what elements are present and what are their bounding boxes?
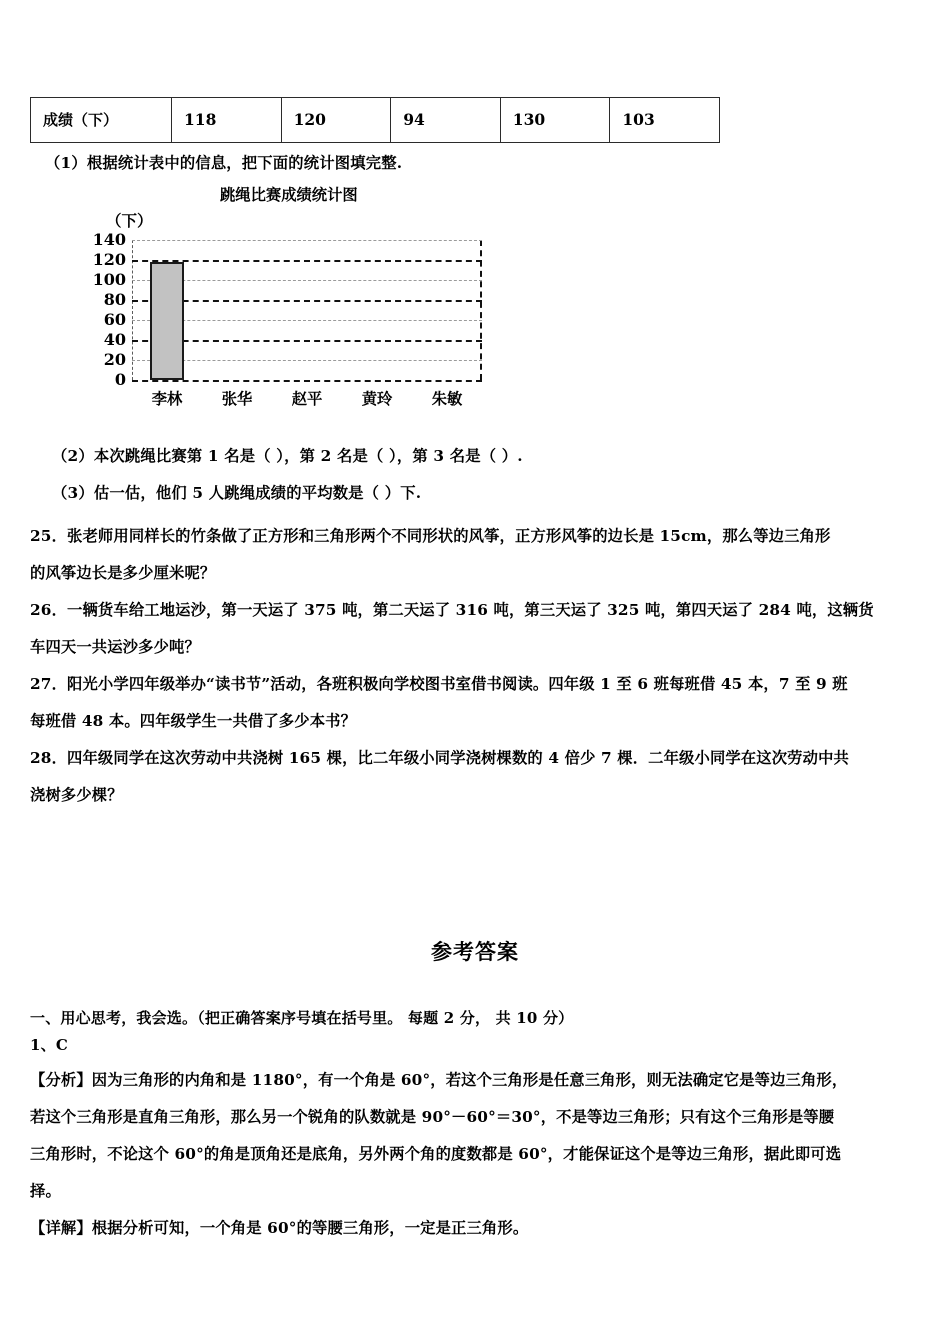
answer-detail — [30, 1210, 930, 1247]
answer-detail-line-1: 【详解】根据分析可知，一个角是 60°的等腰三角形，一定是正三角形。 — [30, 1219, 529, 1237]
answers-section-one-title: 一、用心思考，我会选。（把正确答案序号填在括号里。 每题 2 分， 共 10 分） — [30, 1009, 574, 1027]
jump-rope-bar-chart — [60, 183, 580, 423]
table-cell-score-4: 130 — [500, 98, 610, 143]
score-table — [30, 97, 720, 143]
table-row-header: 成绩（下） — [31, 98, 172, 143]
chart-gridline-0 — [132, 380, 482, 382]
chart-x-label-1: 张华 — [221, 390, 253, 408]
chart-gridline-60 — [132, 320, 482, 321]
question-27 — [30, 666, 930, 740]
chart-gridline-20 — [132, 360, 482, 361]
question-25-line-2: 的风筝边长是多少厘米呢？ — [30, 564, 216, 582]
answers-heading: 参考答案 — [431, 939, 519, 964]
answer-item-1: 1、C — [30, 1036, 68, 1054]
chart-y-tick-120: 120 — [92, 250, 126, 270]
chart-title: 跳绳比赛成绩统计图 — [220, 186, 358, 204]
chart-plot-area — [92, 230, 482, 408]
question-25 — [30, 518, 930, 592]
chart-y-tick-100: 100 — [92, 270, 126, 290]
table-cell-score-1: 118 — [172, 98, 282, 143]
chart-x-label-0: 李林 — [151, 390, 183, 408]
answer-analysis-line-3: 三角形时，不论这个 60°的角是顶角还是底角，另外两个角的度数都是 60°，才能保证这个是等边三角形，据此即可选 — [30, 1145, 842, 1163]
table-row — [31, 98, 720, 143]
question-24-part-1: （1）根据统计表中的信息，把下面的统计图填完整. — [45, 154, 403, 172]
chart-gridline-120 — [132, 260, 482, 262]
chart-gridline-40 — [132, 340, 482, 342]
chart-x-label-4: 朱敏 — [431, 390, 463, 408]
question-26 — [30, 592, 930, 666]
question-28 — [30, 740, 930, 814]
question-26-line-2: 车四天一共运沙多少吨？ — [30, 638, 200, 656]
table-cell-score-3: 94 — [391, 98, 501, 143]
table-cell-score-5: 103 — [610, 98, 720, 143]
chart-y-tick-20: 20 — [103, 350, 126, 370]
chart-gridline-140 — [132, 240, 482, 241]
answer-analysis — [30, 1062, 930, 1210]
answer-analysis-line-1: 【分析】因为三角形的内角和是 1180°，有一个角是 60°，若这个三角形是任意三角形，则无法确定它是等边三角形， — [30, 1071, 848, 1089]
chart-y-tick-60: 60 — [103, 310, 126, 330]
chart-y-tick-80: 80 — [103, 290, 126, 310]
table-cell-score-2: 120 — [281, 98, 391, 143]
chart-gridline-80 — [132, 300, 482, 302]
chart-y-tick-0: 0 — [114, 370, 126, 390]
chart-unit-label: （下） — [106, 211, 153, 230]
chart-bar-0 — [150, 262, 184, 380]
chart-y-tick-40: 40 — [103, 330, 126, 350]
question-27-line-2: 每班借 48 本。四年级学生一共借了多少本书？ — [30, 712, 357, 730]
question-24-part-2: （2）本次跳绳比赛第 1 名是（ ），第 2 名是（ ），第 3 名是（ ）. — [52, 447, 523, 465]
question-28-line-2: 浇树多少棵？ — [30, 786, 123, 804]
chart-x-label-2: 赵平 — [291, 390, 323, 408]
question-28-line-1: 28．四年级同学在这次劳动中共浇树 165 棵，比二年级小同学浇树棵数的 4 倍少 7 棵．二年级小同学在这次劳动中共 — [30, 749, 849, 767]
question-25-line-1: 25．张老师用同样长的竹条做了正方形和三角形两个不同形状的风筝，正方形风筝的边长是 15cm，那么等边三角形 — [30, 527, 831, 545]
chart-x-label-3: 黄玲 — [361, 390, 393, 408]
answer-analysis-line-2: 若这个三角形是直角三角形，那么另一个锐角的队数就是 90°－60°＝30°，不是等边三角形；只有这个三角形是等腰 — [30, 1108, 835, 1126]
chart-y-tick-140: 140 — [92, 230, 126, 250]
question-24-part-3: （3）估一估，他们 5 人跳绳成绩的平均数是（ ）下. — [52, 484, 422, 502]
question-27-line-1: 27．阳光小学四年级举办“读书节”活动，各班积极向学校图书室借书阅读。四年级 1 至 6 班每班借 45 本，7 至 9 班 — [30, 675, 848, 693]
chart-gridline-100 — [132, 280, 482, 281]
answer-analysis-line-4: 择。 — [30, 1182, 61, 1200]
question-26-line-1: 26．一辆货车给工地运沙，第一天运了 375 吨，第二天运了 316 吨，第三天运了 325 吨，第四天运了 284 吨，这辆货 — [30, 601, 874, 619]
